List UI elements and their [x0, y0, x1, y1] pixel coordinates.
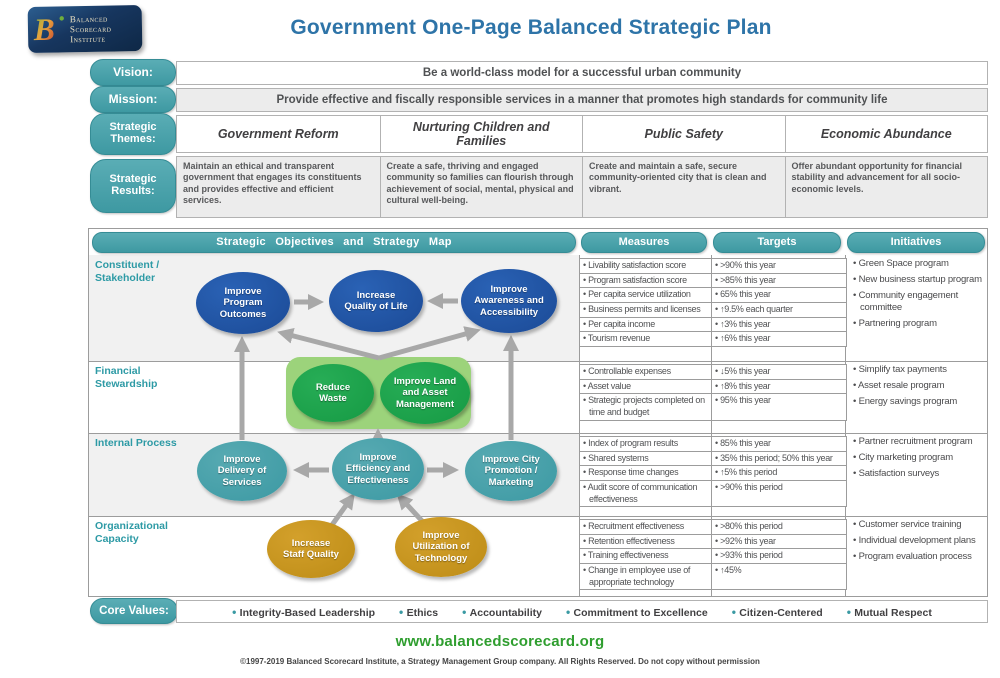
result-economic-abundance: Offer abundant opportunity for financial stability and advancement for all socio-economic levels. — [785, 157, 988, 217]
objective-increase-staff-quality: Increase Staff Quality — [267, 520, 355, 578]
objective-improve-delivery-of-services: Improve Delivery of Services — [197, 441, 287, 501]
row-divider — [89, 516, 987, 517]
objective-increase-quality-of-life: Increase Quality of Life — [329, 270, 423, 332]
row-divider — [89, 433, 987, 434]
theme-government-reform: Government Reform — [217, 127, 339, 141]
measure-cell: • Shared systems — [580, 451, 712, 466]
initiative-item: • Simplify tax payments — [852, 364, 984, 376]
measure-cell: • Per capita service utilization — [580, 288, 712, 303]
target-cell: • >85% this year — [712, 273, 847, 288]
initiatives-financial — [852, 364, 984, 412]
target-cell: • >92% this year — [712, 534, 847, 549]
measure-cell: • Training effectiveness — [580, 549, 712, 564]
measure-cell: • Index of program results — [580, 437, 712, 452]
header-measures: Measures — [581, 232, 707, 253]
perspective-organizational-capacity: Organizational Capacity — [95, 520, 168, 545]
initiative-item: • Customer service training — [852, 519, 984, 531]
target-cell: • ↑9.5% each quarter — [712, 303, 847, 318]
measure-cell: • Asset value — [580, 379, 712, 394]
measures-targets-organizational — [579, 519, 847, 590]
core-value-item: • Accountability — [462, 605, 542, 619]
header-targets: Targets — [713, 232, 841, 253]
measure-cell: • Response time changes — [580, 466, 712, 481]
measure-cell: • Livability satisfaction score — [580, 259, 712, 274]
core-values-pill: Core Values: — [90, 598, 178, 624]
perspective-internal-process: Internal Process — [95, 437, 177, 449]
mission-pill: Mission: — [90, 86, 176, 113]
target-cell: • 95% this year — [712, 394, 847, 420]
website-link[interactable]: www.balancedscorecard.org — [395, 633, 605, 650]
initiative-item: • Program evaluation process — [852, 551, 984, 563]
measures-targets-financial — [579, 364, 847, 421]
result-nurturing-children: Create a safe, thriving and engaged community so families can flourish through achievement of social, mental, physical and cultural well-being. — [380, 157, 583, 217]
measures-targets-constituent — [579, 258, 847, 347]
vision-text: Be a world-class model for a successful urban community — [176, 61, 988, 85]
vision-pill: Vision: — [90, 59, 176, 86]
result-government-reform: Maintain an ethical and transparent government that engages its constituents and provides effective and efficient services. — [183, 161, 362, 205]
initiative-item: • Green Space program — [852, 258, 984, 270]
perspective-financial-stewardship: Financial Stewardship — [95, 365, 158, 390]
initiative-item: • Community engagement committee — [852, 290, 984, 314]
measure-cell: • Change in employee use of appropriate technology — [580, 564, 712, 590]
target-cell: • >93% this period — [712, 549, 847, 564]
measure-cell: • Strategic projects completed on time and budget — [580, 394, 712, 420]
target-cell: • >90% this year — [712, 259, 847, 274]
initiative-item: • New business startup program — [852, 274, 984, 286]
target-cell: • ↓5% this year — [712, 365, 847, 380]
target-cell: • ↑8% this year — [712, 379, 847, 394]
theme-public-safety: Public Safety — [582, 116, 785, 152]
core-value-item: • Commitment to Excellence — [566, 605, 708, 619]
initiatives-organizational — [852, 519, 984, 567]
measures-targets-internal — [579, 436, 847, 507]
target-cell: • 85% this year — [712, 437, 847, 452]
logo-line2: Scorecard — [69, 23, 112, 35]
theme-economic-abundance: Economic Abundance — [785, 116, 988, 152]
objective-improve-awareness-accessibility: Improve Awareness and Accessibility — [461, 269, 557, 333]
target-cell: • ↑5% this period — [712, 466, 847, 481]
target-cell: • ↑6% this year — [712, 332, 847, 347]
objective-improve-utilization-of-technology: Improve Utilization of Technology — [395, 517, 487, 577]
objective-improve-city-promotion-marketing: Improve City Promotion / Marketing — [465, 441, 557, 501]
initiatives-internal — [852, 436, 984, 484]
page-title: Government One-Page Balanced Strategic Plan — [290, 16, 772, 39]
target-cell: • 35% this period; 50% this year — [712, 451, 847, 466]
scorecard-table — [88, 228, 988, 597]
target-cell: • ↑3% this year — [712, 317, 847, 332]
row-divider — [89, 361, 987, 362]
header-initiatives: Initiatives — [847, 232, 985, 253]
svg-text:B: B — [33, 11, 56, 48]
measure-cell: • Recruitment effectiveness — [580, 520, 712, 535]
objective-improve-program-outcomes: Improve Program Outcomes — [196, 272, 290, 334]
target-cell: • 65% this year — [712, 288, 847, 303]
measure-cell: • Tourism revenue — [580, 332, 712, 347]
strategic-results-row — [176, 156, 988, 218]
initiatives-constituent — [852, 258, 984, 333]
initiative-item: • Asset resale program — [852, 380, 984, 392]
strategic-themes-pill: Strategic Themes: — [90, 113, 176, 155]
measure-cell: • Per capita income — [580, 317, 712, 332]
copyright-text: ©1997-2019 Balanced Scorecard Institute, a Strategy Management Group company. All Rights Reserved. Do not copy without permission — [240, 657, 760, 666]
core-value-item: • Citizen-Centered — [732, 605, 823, 619]
target-cell: • >90% this period — [712, 481, 847, 507]
result-public-safety: Create and maintain a safe, secure community-oriented city that is clean and vibrant. — [582, 157, 785, 217]
logo-line1: Balanced — [69, 13, 108, 25]
objective-improve-efficiency-effectiveness: Improve Efficiency and Effectiveness — [332, 438, 424, 500]
core-values-row — [176, 600, 988, 623]
initiative-item: • Partner recruitment program — [852, 436, 984, 448]
strategic-results-pill: Strategic Results: — [90, 159, 176, 213]
header-strategy-map: Strategic Objectives and Strategy Map — [92, 232, 576, 253]
measure-cell: • Controllable expenses — [580, 365, 712, 380]
initiative-item: • Individual development plans — [852, 535, 984, 547]
core-value-item: • Ethics — [399, 605, 438, 619]
theme-nurturing-children: Nurturing Children and Families — [380, 116, 583, 152]
logo-line3: Institute — [70, 33, 106, 45]
target-cell: • >80% this period — [712, 520, 847, 535]
strategic-themes-row — [176, 115, 988, 153]
measure-cell: • Program satisfaction score — [580, 273, 712, 288]
measure-cell: • Retention effectiveness — [580, 534, 712, 549]
initiative-item: • City marketing program — [852, 452, 984, 464]
measure-cell: • Business permits and licenses — [580, 303, 712, 318]
perspective-constituent-stakeholder: Constituent / Stakeholder — [95, 259, 160, 284]
target-cell: • ↑45% — [712, 564, 847, 590]
objective-improve-land-asset-management: Improve Land and Asset Management — [380, 362, 470, 424]
objective-reduce-waste: Reduce Waste — [292, 364, 374, 422]
mission-text: Provide effective and fiscally responsible services in a manner that promotes high standards for community life — [176, 88, 988, 112]
measure-cell: • Audit score of communication effectiveness — [580, 481, 712, 507]
initiative-item: • Partnering program — [852, 318, 984, 330]
initiative-item: • Energy savings program — [852, 396, 984, 408]
initiative-item: • Satisfaction surveys — [852, 468, 984, 480]
core-value-item: • Mutual Respect — [847, 605, 932, 619]
core-value-item: • Integrity-Based Leadership — [232, 605, 375, 619]
